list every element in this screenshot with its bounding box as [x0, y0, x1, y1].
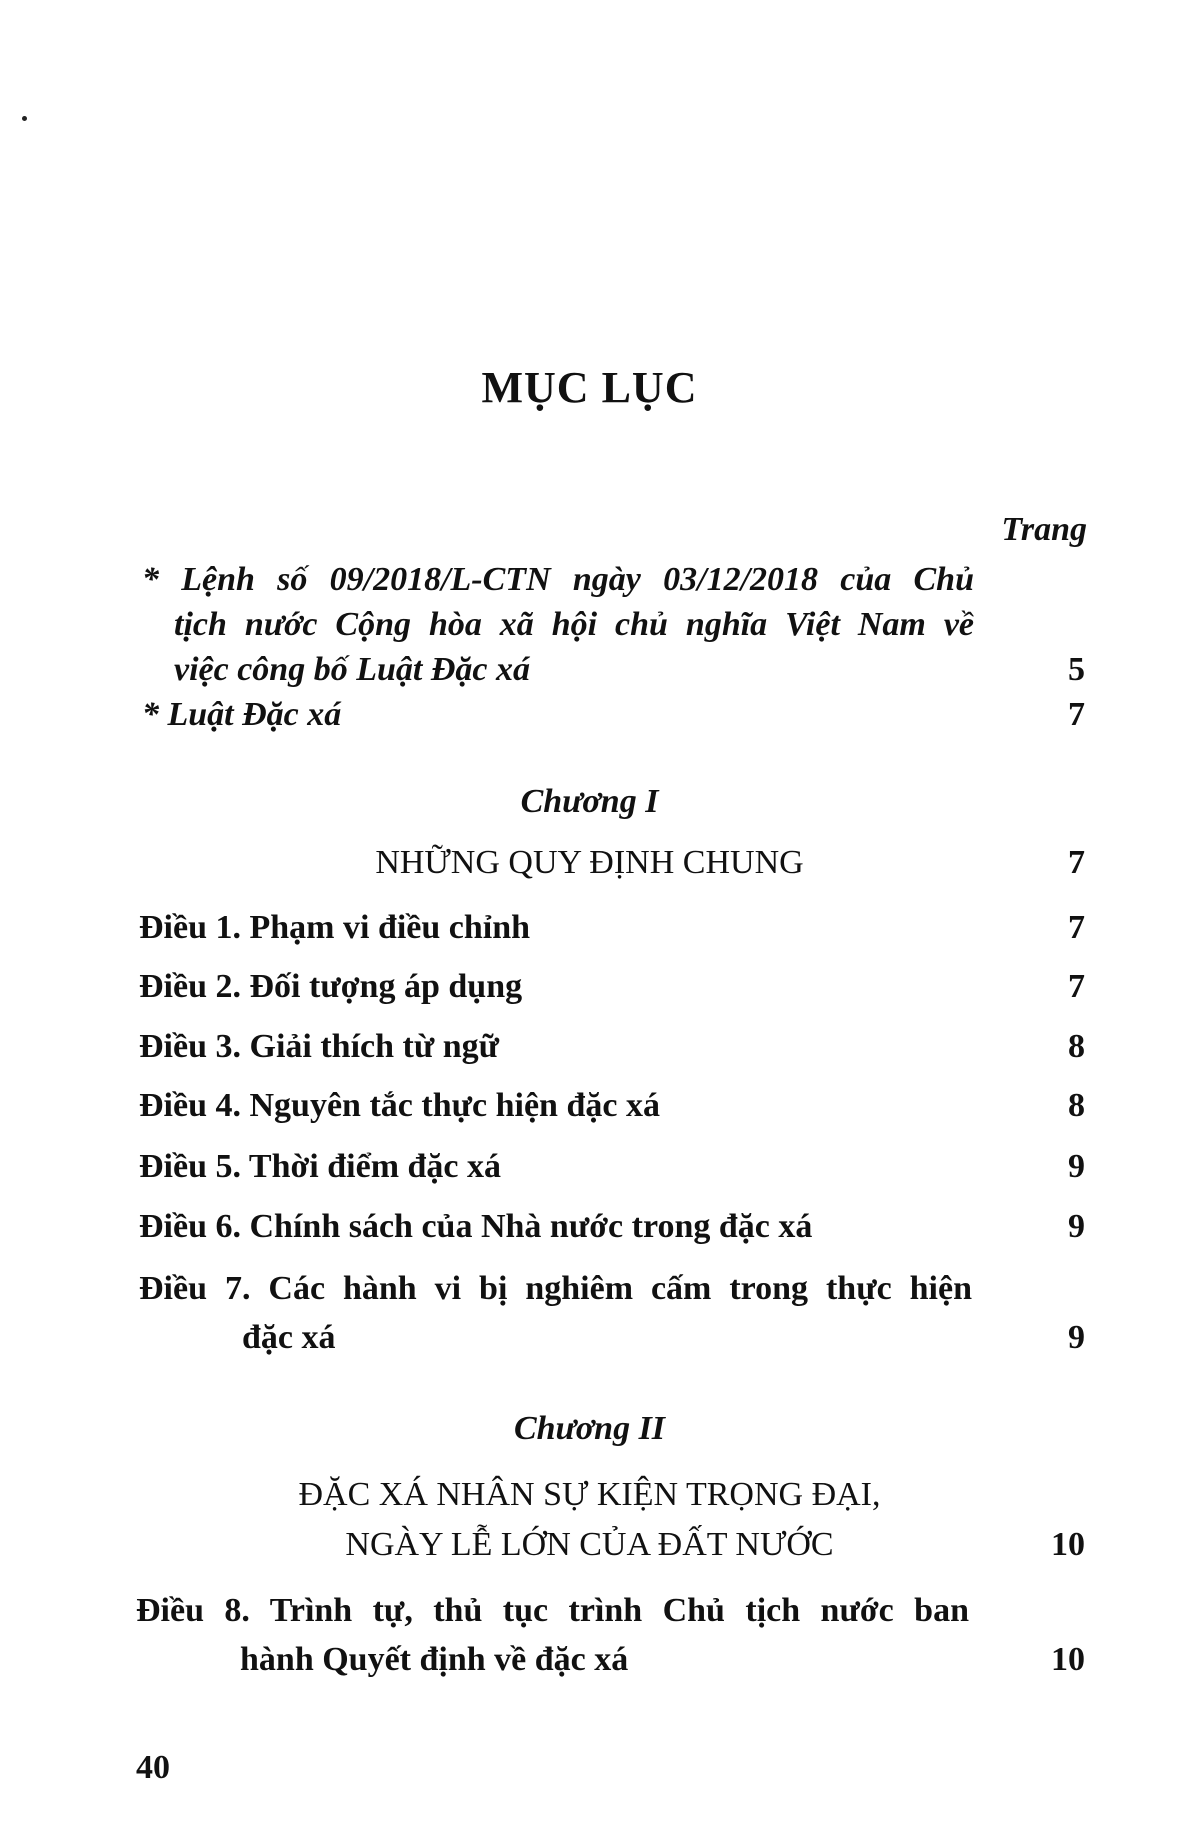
entry-page: 7 — [1068, 696, 1085, 733]
article-page: 10 — [1051, 1641, 1085, 1678]
chapter-page: 7 — [1068, 844, 1085, 881]
article-line: Điều 2. Đối tượng áp dụng — [139, 968, 523, 1005]
article-line: đặc xá — [242, 1319, 336, 1356]
page-column-header: Trang — [1001, 511, 1087, 548]
article-page: 7 — [1068, 909, 1085, 946]
article-line: Điều 5. Thời điểm đặc xá — [139, 1148, 502, 1185]
article-page: 9 — [1068, 1148, 1085, 1185]
article-page: 8 — [1068, 1087, 1085, 1124]
entry-page: 5 — [1068, 651, 1085, 688]
chapter-page: 10 — [1051, 1526, 1085, 1563]
entry-line: * Luật Đặc xá — [142, 696, 342, 733]
entry-line: tịch nước Cộng hòa xã hội chủ nghĩa Việt Nam về — [174, 606, 974, 643]
entry-line: * Lệnh số 09/2018/L-CTN ngày 03/12/2018 của Chủ — [142, 561, 974, 598]
chapter-label: Chương I — [520, 783, 659, 820]
article-line: Điều 4. Nguyên tắc thực hiện đặc xá — [139, 1087, 660, 1124]
article-line: Điều 8. Trình tự, thủ tục trình Chủ tịch nước ban — [136, 1592, 969, 1629]
article-line: Điều 6. Chính sách của Nhà nước trong đặc xá — [139, 1208, 813, 1245]
article-line: Điều 1. Phạm vi điều chỉnh — [139, 909, 531, 946]
article-page: 7 — [1068, 968, 1085, 1005]
page-number: 40 — [136, 1749, 170, 1786]
chapter-heading: NGÀY LỄ LỚN CỦA ĐẤT NƯỚC — [345, 1526, 834, 1563]
article-line: hành Quyết định về đặc xá — [240, 1641, 629, 1678]
article-line: Điều 3. Giải thích từ ngữ — [139, 1028, 500, 1065]
page-title: MỤC LỤC — [481, 363, 698, 412]
chapter-heading: ĐẶC XÁ NHÂN SỰ KIỆN TRỌNG ĐẠI, — [298, 1476, 881, 1513]
chapter-heading: NHỮNG QUY ĐỊNH CHUNG — [375, 844, 804, 881]
article-line: Điều 7. Các hành vi bị nghiêm cấm trong thực hiện — [139, 1270, 972, 1307]
chapter-label: Chương II — [513, 1410, 666, 1447]
article-page: 8 — [1068, 1028, 1085, 1065]
speck — [22, 116, 27, 121]
entry-line: việc công bố Luật Đặc xá — [174, 651, 530, 688]
article-page: 9 — [1068, 1208, 1085, 1245]
article-page: 9 — [1068, 1319, 1085, 1356]
